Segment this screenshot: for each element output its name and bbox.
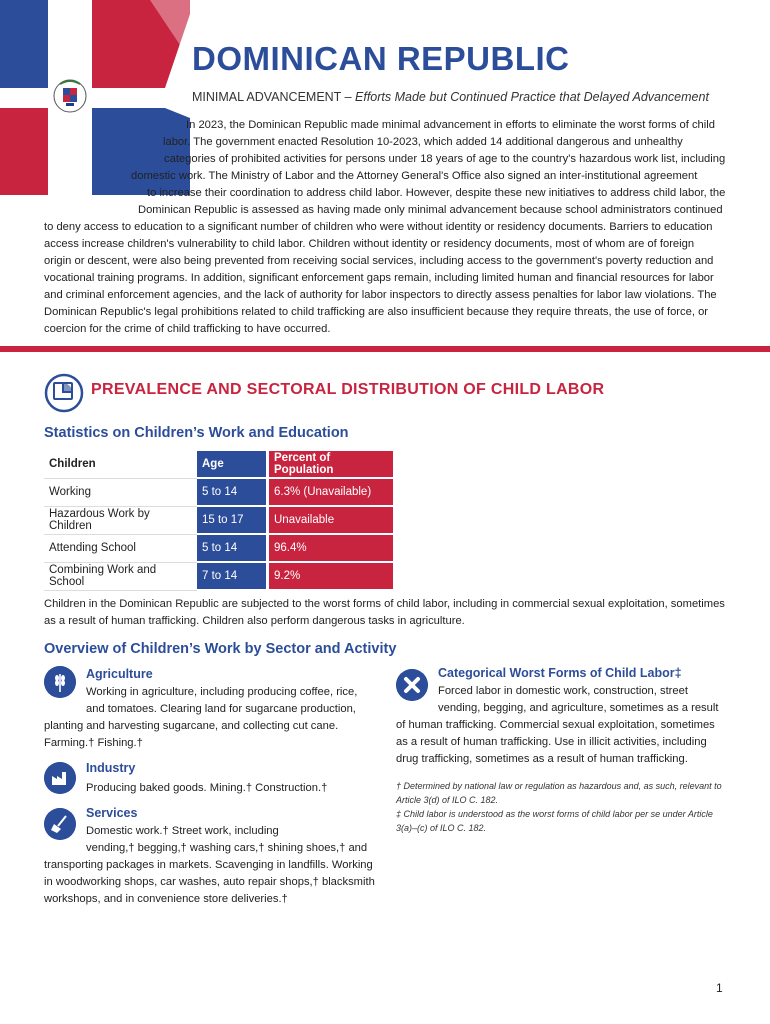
worst-forms-line: Forced labor in domestic work, construction, street bbox=[438, 685, 688, 697]
intro-line: access increase children's vulnerability to child labor. Children without identity or residency documents, most of whom are of foreign bbox=[44, 238, 695, 250]
table-cell: 9.2% bbox=[269, 562, 393, 590]
overview-heading: Overview of Children’s Work by Sector and Activity bbox=[44, 641, 397, 657]
services-line: Domestic work.† Street work, including bbox=[86, 825, 279, 837]
intro-line: categories of prohibited activities for persons under 18 years of age to the country's hazardous work list, including bbox=[164, 153, 726, 165]
intro-line: In 2023, the Dominican Republic made minimal advancement in efforts to eliminate the worst forms of child bbox=[186, 119, 715, 131]
intro-line: origin or descent, were also being prevented from receiving social services, including access to the government's poverty reduction and bbox=[44, 255, 714, 267]
pie-chart-icon bbox=[44, 373, 84, 413]
table-cell: 96.4% bbox=[269, 534, 393, 562]
table-cell: Attending School bbox=[44, 534, 197, 562]
footnote-line: ‡ Child labor is understood as the worst forms of child labor per se under Article bbox=[396, 809, 713, 819]
intro-line: Dominican Republic's legal prohibitions related to child trafficking are also insufficient because they require threats, the use of force, or bbox=[44, 306, 709, 318]
advancement-level: MINIMAL ADVANCEMENT bbox=[192, 90, 342, 104]
table-row bbox=[44, 562, 393, 590]
footnotes bbox=[396, 779, 722, 835]
table-cell: Hazardous Work by Children bbox=[44, 506, 197, 534]
worst-forms-line: vending, begging, and agriculture, sometimes as a result bbox=[438, 702, 719, 714]
worst-forms-line: of human trafficking. Commercial sexual exploitation, sometimes bbox=[396, 719, 715, 731]
agriculture-title: Agriculture bbox=[86, 667, 153, 681]
table-row bbox=[44, 478, 393, 506]
page-title: DOMINICAN REPUBLIC bbox=[192, 40, 570, 77]
intro-line: coercion for the crime of child trafficking to have occurred. bbox=[44, 323, 331, 335]
table-cell: Working bbox=[44, 478, 197, 506]
table-header-row bbox=[44, 451, 393, 478]
services-line: in woodworking shops, car washes, auto repair shops,† blacksmith bbox=[44, 876, 375, 888]
page-number: 1 bbox=[716, 981, 723, 995]
worst-forms-title: Categorical Worst Forms of Child Labor‡ bbox=[438, 666, 682, 680]
advancement-description: Efforts Made but Continued Practice that Delayed Advancement bbox=[355, 90, 709, 104]
table-cell: 5 to 14 bbox=[197, 478, 266, 506]
intro-line: to deny access to education to a significant number of children who were without identity or residency documents. Barriers to education bbox=[44, 221, 713, 233]
summary-line: as a result of human trafficking. Children also perform dangerous tasks in agriculture. bbox=[44, 615, 465, 627]
footnote-line: 3(a)–(c) of ILO C. 182. bbox=[396, 823, 487, 833]
x-icon bbox=[396, 669, 428, 701]
table-cell: Combining Work and School bbox=[44, 562, 197, 590]
services-line: workshops, and in convenience store deliveries.† bbox=[44, 893, 288, 905]
intro-line: Dominican Republic is assessed as having made only minimal advancement because school administrators continued bbox=[138, 204, 723, 216]
worst-forms-line: as a result of human trafficking. Use in illicit activities, including bbox=[396, 736, 707, 748]
intro-line: domestic work. The Ministry of Labor and the Attorney General's Office also signed an inter-institutional agreement bbox=[131, 170, 698, 182]
intro-line: and criminal enforcement agencies, and the lack of authority for labor inspectors to directly assess penalties for labor law violations. The bbox=[44, 289, 717, 301]
services-title: Services bbox=[86, 806, 138, 820]
summary-line: Children in the Dominican Republic are subjected to the worst forms of child labor, including in commercial sexual exploitation, sometimes bbox=[44, 598, 725, 610]
agriculture-line: and tomatoes. Clearing land for sugarcane production, bbox=[86, 703, 356, 715]
table-header: Percent of Population bbox=[269, 451, 393, 478]
stats-heading: Statistics on Children’s Work and Education bbox=[44, 425, 349, 441]
intro-paragraph bbox=[0, 0, 770, 345]
table-cell: 7 to 14 bbox=[197, 562, 266, 590]
subtitle-dash: – bbox=[341, 90, 356, 104]
intro-line: vocational training programs. In addition, significant enforcement gaps remain, including limited human and financial resources for labor bbox=[44, 272, 714, 284]
table-row bbox=[44, 534, 393, 562]
section-divider bbox=[0, 346, 770, 352]
agriculture-line: Farming.† Fishing.† bbox=[44, 737, 143, 749]
summary-paragraph bbox=[44, 596, 725, 630]
section-title: PREVALENCE AND SECTORAL DISTRIBUTION OF CHILD LABOR bbox=[91, 381, 605, 398]
table-cell: 6.3% (Unavailable) bbox=[269, 478, 393, 506]
services-line: vending,† begging,† washing cars,† shining shoes,† and bbox=[86, 842, 368, 854]
services-line: transporting packages in markets. Scavenging in landfills. Working bbox=[44, 859, 373, 871]
statistics-table bbox=[44, 451, 393, 591]
intro-line: to increase their coordination to address child labor. However, despite these new initiatives to address child labor, the bbox=[147, 187, 726, 199]
intro-line: labor. The government enacted Resolution 10-2023, which added 14 additional dangerous and unhealthy bbox=[163, 136, 683, 148]
footnote-line: † Determined by national law or regulation as hazardous and, as such, relevant to bbox=[396, 781, 722, 791]
agriculture-line: Working in agriculture, including producing coffee, rice, bbox=[86, 686, 358, 698]
table-cell: 5 to 14 bbox=[197, 534, 266, 562]
industry-title: Industry bbox=[86, 761, 136, 775]
worst-forms-line: drug trafficking, sometimes as a result of human trafficking. bbox=[396, 753, 688, 765]
table-header: Children bbox=[44, 451, 197, 478]
factory-icon bbox=[44, 762, 76, 794]
table-cell: 15 to 17 bbox=[197, 506, 266, 534]
table-row bbox=[44, 506, 393, 534]
broom-icon bbox=[44, 808, 76, 840]
table-header: Age bbox=[197, 451, 266, 478]
footnote-line: Article 3(d) of ILO C. 182. bbox=[396, 795, 499, 805]
wheat-icon bbox=[44, 666, 76, 698]
industry-description: Producing baked goods. Mining.† Construction.† bbox=[86, 782, 328, 794]
table-cell: Unavailable bbox=[269, 506, 393, 534]
agriculture-line: planting and harvesting sugarcane, and collecting cut cane. bbox=[44, 720, 339, 732]
